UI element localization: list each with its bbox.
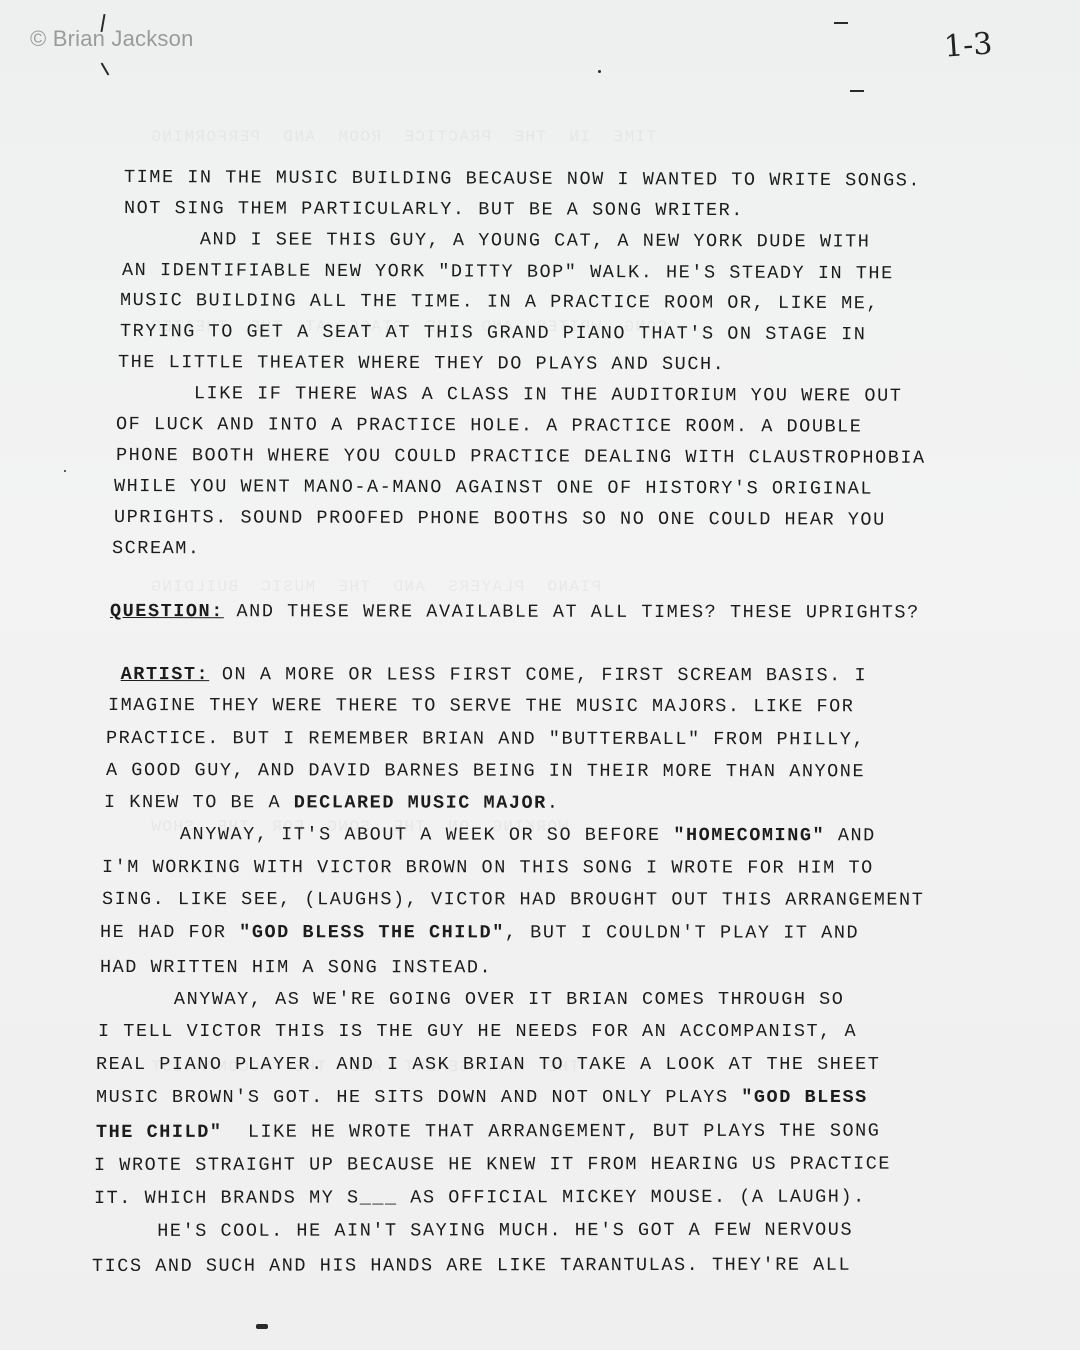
text-segment: THE LITTLE THEATER WHERE THEY DO PLAYS AND SUCH. [117,352,726,376]
text-segment: I KNEW TO BE A [103,792,294,814]
handwritten-page-number: 1-3 [942,26,994,65]
text-segment: NOT SING THEM PARTICULARLY. BUT BE A SONG WRITER. [123,198,744,222]
ink-mark [64,470,66,472]
text-segment: IT. WHICH BRANDS MY S___ AS OFFICIAL MICKEY MOUSE. (A LAUGH). [93,1186,866,1209]
text-segment: IMAGINE THEY WERE THERE TO SERVE THE MUSIC MAJORS. LIKE FOR [107,695,855,718]
text-segment: AND [825,825,876,847]
text-segment: TRYING TO GET A SEAT AT THIS GRAND PIANO THAT'S ON STAGE IN [119,321,867,346]
text-segment: SCREAM. [111,538,201,560]
text-segment: ANYWAY, IT'S ABOUT A WEEK OR SO BEFORE [103,824,674,846]
bold-text: THE CHILD" [95,1121,223,1143]
ink-mark [834,22,848,24]
text-segment: PRACTICE. BUT I REMEMBER BRIAN AND "BUTTERBALL" FROM PHILLY, [105,728,866,751]
text-segment: OF LUCK AND INTO A PRACTICE HOLE. A PRACTICE ROOM. A DOUBLE [115,414,863,438]
text-segment: AN IDENTIFIABLE NEW YORK "DITTY BOP" WALK. HE'S STEADY IN THE [121,260,894,285]
text-segment: UPRIGHTS. SOUND PROOFED PHONE BOOTHS SO NO ONE COULD HEAR YOU [113,507,886,531]
speaker-label: ARTIST: [120,664,210,686]
text-line [122,260,894,285]
text-segment: ON A MORE OR LESS FIRST COME, FIRST SCREAM BASIS. I [209,664,868,687]
text-line [96,1121,880,1144]
text-line [102,857,874,880]
text-line [94,1187,866,1210]
text-segment: I WROTE STRAIGHT UP BECAUSE HE KNEW IT FROM HEARING US PRACTICE [93,1153,892,1176]
text-line [124,198,744,222]
text-segment: , BUT I COULDN'T PLAY IT AND [504,922,860,944]
text-line [106,760,865,783]
text-line [116,445,926,470]
text-segment: TICS AND SUCH AND HIS HANDS ARE LIKE TARANTULAS. THEY'RE ALL [91,1254,852,1277]
text-line [124,167,921,192]
text-segment: TIME IN THE MUSIC BUILDING BECAUSE NOW I WANTED TO WRITE SONGS. [123,167,922,192]
ink-mark [101,62,110,75]
text-segment: PHONE BOOTH WHERE YOU COULD PRACTICE DEALING WITH CLAUSTROPHOBIA [115,445,926,469]
text-segment: SING. LIKE SEE, (LAUGHS), VICTOR HAD BROUGHT OUT THIS ARRANGEMENT [101,889,925,911]
text-line [92,1255,851,1278]
text-line [124,229,871,254]
speaker-label: QUESTION: [109,601,224,623]
text-line [98,1021,857,1043]
text-line [116,414,863,439]
text-segment: HAD WRITTEN HIM A SONG INSTEAD. [99,957,493,979]
text-segment [108,664,121,685]
text-line [114,476,873,501]
text-segment: ANYWAY, AS WE'RE GOING OVER IT BRIAN COMES THROUGH SO [98,989,845,1010]
bold-text: "HOMECOMING" [673,824,826,847]
text-line [98,989,844,1011]
ink-mark [598,70,601,73]
text-line [108,664,867,687]
text-line [94,1220,853,1243]
bold-text: "GOD BLESS THE CHILD" [239,922,505,944]
ink-mark [256,1324,268,1329]
text-segment: AND THESE WERE AVAILABLE AT ALL TIMES? THESE UPRIGHTS? [223,601,920,624]
text-line [112,538,201,560]
text-line [104,792,560,815]
bold-text: "GOD BLESS [741,1087,868,1108]
text-line [118,352,725,376]
text-segment: LIKE HE WROTE THAT ARRANGEMENT, BUT PLAYS THE SONG [222,1120,881,1143]
text-segment: . [546,792,560,814]
text-line [96,1054,880,1076]
text-segment: HE HAD FOR [99,922,240,944]
text-line [102,889,924,912]
text-segment: I'M WORKING WITH VICTOR BROWN ON THIS SONG I WROTE FOR HIM TO [101,857,874,879]
text-segment: HE'S COOL. HE AIN'T SAYING MUCH. HE'S GOT A FEW NERVOUS [93,1219,854,1242]
text-line [120,290,879,315]
text-line [120,321,867,346]
text-segment: WHILE YOU WENT MANO-A-MANO AGAINST ONE OF HISTORY'S ORIGINAL [113,476,874,500]
ink-mark [850,90,864,92]
text-line [106,728,865,751]
bleed-through-texture [150,128,656,146]
text-line [118,383,902,408]
text-line [108,695,855,718]
text-line [96,1087,868,1109]
text-segment: AND I SEE THIS GUY, A YOUNG CAT, A NEW YORK DUDE WITH [123,229,871,253]
text-line [110,601,920,624]
text-segment: REAL PIANO PLAYER. AND I ASK BRIAN TO TAKE A LOOK AT THE SHEET [96,1054,881,1075]
text-line [94,1154,891,1177]
text-segment: I TELL VICTOR THIS IS THE GUY HE NEEDS FOR AN ACCOMPANIST, A [98,1021,858,1042]
bleed-through-texture [150,578,601,596]
text-line [100,922,859,945]
bold-text: DECLARED MUSIC MAJOR [293,792,547,814]
copyright-watermark: © Brian Jackson [30,26,194,51]
text-line [100,957,492,979]
text-segment: A GOOD GUY, AND DAVID BARNES BEING IN THEIR MORE THAN ANYONE [105,760,866,783]
text-segment: MUSIC BUILDING ALL THE TIME. IN A PRACTICE ROOM OR, LIKE ME, [119,290,880,315]
text-line [104,824,876,847]
text-line [114,507,886,532]
text-segment: MUSIC BROWN'S GOT. HE SITS DOWN AND NOT ONLY PLAYS [96,1087,742,1108]
text-segment: LIKE IF THERE WAS A CLASS IN THE AUDITORIUM YOU WERE OUT [117,383,903,407]
